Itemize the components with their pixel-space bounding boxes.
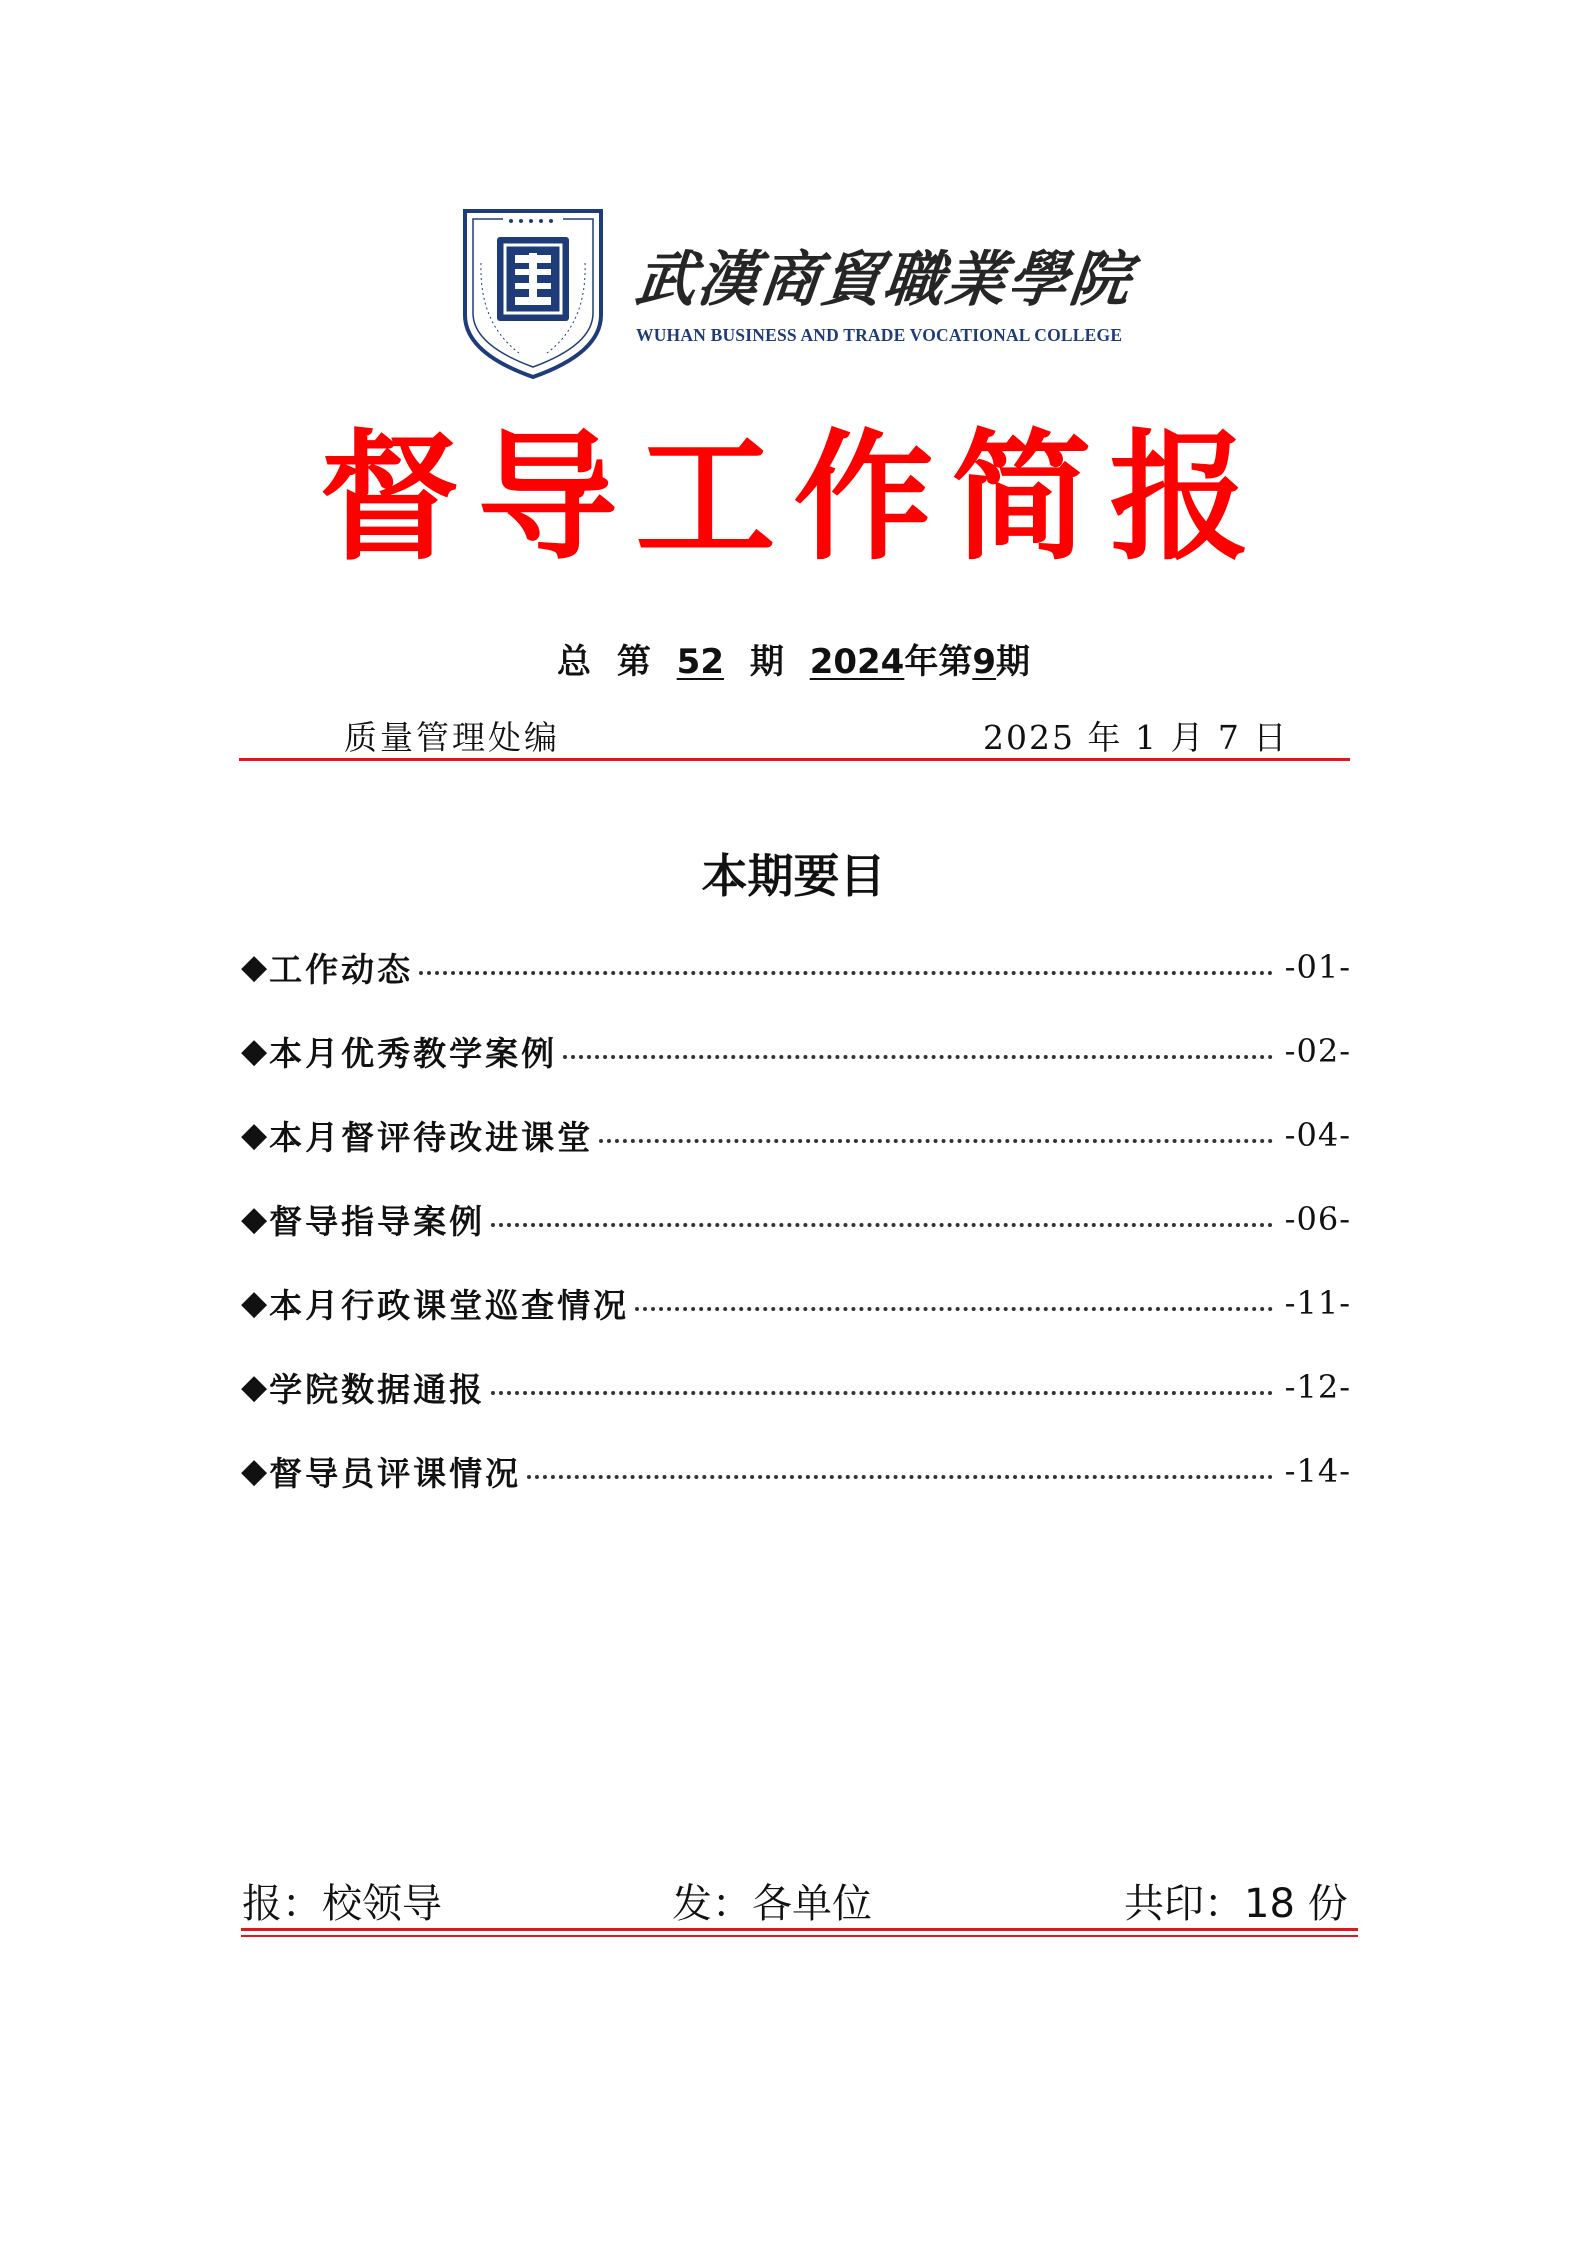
toc-item-page: -11-	[1284, 1284, 1351, 1322]
editor-label: 质量管理处编	[344, 718, 560, 757]
toc-item-label: 本月行政课堂巡查情况	[269, 1285, 630, 1325]
toc-item[interactable]	[241, 1429, 1351, 1513]
header-divider	[239, 758, 1350, 761]
toc-item-page: -02-	[1284, 1032, 1351, 1070]
college-name-en: WUHAN BUSINESS AND TRADE VOCATIONAL COLLEGE	[636, 325, 1123, 345]
toc-item-label: 督导指导案例	[269, 1201, 486, 1241]
dot-leader	[563, 1055, 1273, 1059]
dot-leader	[491, 1223, 1273, 1227]
dot-leader	[635, 1307, 1273, 1311]
bulletin-title: 督导工作简报	[319, 416, 1268, 580]
diamond-bullet-icon: ◆	[241, 1199, 268, 1239]
issue-year: 2024	[809, 642, 905, 682]
toc-item-page: -06-	[1284, 1200, 1351, 1238]
issue-line	[0, 634, 1587, 683]
toc-item-label: 督导员评课情况	[269, 1453, 522, 1493]
toc-item[interactable]	[241, 1261, 1351, 1345]
footer-divider	[241, 1935, 1358, 1937]
issue-number: 9	[972, 642, 996, 682]
toc-item[interactable]	[241, 1009, 1351, 1093]
issue-di: 第	[616, 642, 651, 682]
toc-item[interactable]	[241, 925, 1351, 1009]
toc-item-page: -04-	[1284, 1116, 1351, 1154]
dot-leader	[491, 1391, 1273, 1395]
toc-item[interactable]	[241, 1345, 1351, 1429]
dot-leader	[419, 971, 1273, 975]
diamond-bullet-icon: ◆	[241, 1367, 268, 1407]
diamond-bullet-icon: ◆	[241, 947, 268, 987]
distribution-copies: 共印：18 份	[1124, 1881, 1348, 1927]
toc-item-page: -01-	[1284, 948, 1351, 986]
table-of-contents	[241, 925, 1351, 1513]
issue-qi: 期	[749, 642, 784, 682]
college-seal-logo	[459, 203, 607, 381]
diamond-bullet-icon: ◆	[241, 1031, 268, 1071]
dot-leader	[527, 1475, 1273, 1479]
toc-heading: 本期要目	[701, 849, 886, 903]
college-name-cn: 武漢商貿職業學院	[632, 245, 1136, 315]
toc-item-label: 学院数据通报	[269, 1369, 486, 1409]
diamond-bullet-icon: ◆	[241, 1115, 268, 1155]
toc-item-page: -12-	[1284, 1368, 1351, 1406]
issue-total-number: 52	[676, 642, 724, 682]
toc-item-page: -14-	[1284, 1452, 1351, 1490]
publish-date: 2025 年 1 月 7 日	[983, 718, 1289, 757]
toc-item-label: 本月优秀教学案例	[269, 1033, 558, 1073]
distribution-send: 发：各单位	[672, 1881, 872, 1927]
distribution-report: 报：校领导	[242, 1881, 442, 1927]
footer-divider	[241, 1928, 1358, 1931]
toc-item[interactable]	[241, 1177, 1351, 1261]
issue-qi2: 期	[996, 642, 1030, 682]
toc-item-label: 工作动态	[269, 949, 414, 989]
issue-prefix: 总	[556, 642, 591, 682]
dot-leader	[599, 1139, 1273, 1143]
diamond-bullet-icon: ◆	[241, 1283, 268, 1323]
issue-year-suffix: 年第	[904, 642, 973, 682]
toc-item[interactable]	[241, 1093, 1351, 1177]
diamond-bullet-icon: ◆	[241, 1451, 268, 1491]
toc-item-label: 本月督评待改进课堂	[269, 1117, 594, 1157]
